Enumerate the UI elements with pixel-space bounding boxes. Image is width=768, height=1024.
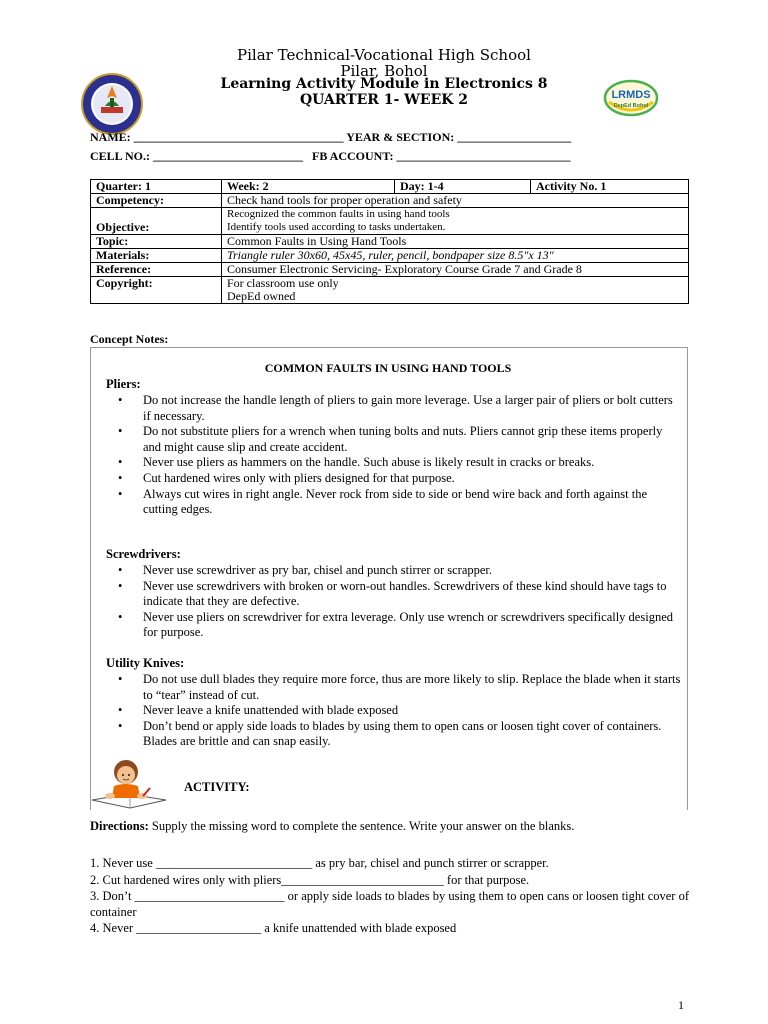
row-label: Topic: [91,235,222,249]
deped-seal-logo [80,72,144,136]
page-number: 1 [678,998,684,1012]
week-day-activity-cell [222,180,689,194]
row-value [222,277,689,304]
pliers-list [116,393,681,518]
quarter-cell: Quarter: 1 [91,180,222,194]
list-item: • Never use pliers on screwdriver for extra leverage. Only use wrench or screwdrivers specifically designed for purpose. [116,610,681,641]
copyright-line: For classroom use only [227,276,339,290]
list-item: • Do not increase the handle length of pliers to gain more leverage. Use a larger pair of pliers or bolt cutters if necessary. [116,393,681,424]
question-item[interactable]: 3. Don’t ________________________ or apply side loads to blades by using them to open cans or loosen tight cover of container [90,889,689,919]
list-item: • Do not substitute pliers for a wrench when tuning bolts and nuts. Pliers cannot grip these items properly and might cause slip and create accident. [116,424,681,455]
name-section-field[interactable]: NAME: ___________________________________ YEAR & SECTION: ___________________ [90,130,572,144]
table-row [91,277,689,304]
concept-notes-title: COMMON FAULTS IN USING HAND TOOLS [264,361,512,375]
svg-text:LRMDS: LRMDS [611,89,651,101]
quarter-week: QUARTER 1- WEEK 2 [299,92,469,108]
question-item[interactable]: 4. Never ____________________ a knife unattended with blade exposed [90,921,457,935]
week-cell: Week: 2 [222,180,395,193]
table-row [91,263,689,277]
concept-notes-label: Concept Notes: [90,332,169,346]
question-item[interactable]: 2. Cut hardened wires only with pliers__________________________ for that purpose. [90,873,530,887]
row-value: Common Faults in Using Hand Tools [222,235,689,249]
objective-line: Identify tools used according to tasks undertaken. [227,221,446,233]
row-label: Materials: [91,249,222,263]
copyright-line: DepEd owned [227,289,296,303]
table-row [91,194,689,208]
list-item: • Never use pliers as hammers on the handle. Such abuse is likely result in cracks or breaks. [116,455,681,471]
screwdrivers-list [116,563,681,641]
svg-text:DepEd Bohol: DepEd Bohol [613,103,649,109]
directions-text [90,819,690,835]
list-item: • Always cut wires in right angle. Never rock from side to side or bend wire back and forth against the cutting edges. [116,487,681,518]
table-row [91,235,689,249]
table-row [91,249,689,263]
section-heading: Pliers: [106,377,141,391]
section-heading: Utility Knives: [106,656,185,670]
directions-body: Supply the missing word to complete the sentence. Write your answer on the blanks. [148,819,575,833]
list-item: • Don’t bend or apply side loads to blades by using them to open cans or loosen tight cover of containers. Blades are brittle and can snap easily. [116,719,681,750]
row-label: Reference: [91,263,222,277]
row-label: Copyright: [91,277,222,304]
row-label: Competency: [91,194,222,208]
list-item: • Cut hardened wires only with pliers designed for that purpose. [116,471,681,487]
row-value [222,208,689,235]
section-heading: Screwdrivers: [106,547,181,561]
table-row [91,208,689,235]
list-item: • Never use screwdriver as pry bar, chisel and punch stirrer or scrapper. [116,563,681,579]
activity-heading: ACTIVITY: [184,780,250,794]
activity-no-cell: Activity No. 1 [536,179,607,193]
list-item: • Do not use dull blades they require more force, thus are more likely to slip. Replace the blade when it starts to “tear” instead of cut. [116,672,681,703]
row-label: Objective: [91,208,222,235]
lrmds-logo [603,78,659,118]
table-row [91,180,689,194]
school-location: Pilar, Bohol [340,62,428,80]
day-cell: Day: 1-4 [395,180,531,193]
list-item: • Never use screwdrivers with broken or worn-out handles. Screwdrivers of these kind should have tags to indicate that they are defective. [116,579,681,610]
question-item[interactable]: 1. Never use _________________________ as pry bar, chisel and punch stirrer or scrapper. [90,856,549,870]
student-writing-illustration [88,756,170,812]
module-info-table [90,179,689,304]
school-name: Pilar Technical-Vocational High School [237,46,531,64]
cell-fb-field[interactable]: CELL NO.: _________________________ FB ACCOUNT: _____________________________ [90,149,571,163]
directions-label: Directions: [90,819,149,833]
row-value: Consumer Electronic Servicing- Exploratory Course Grade 7 and Grade 8 [222,263,689,277]
utility-knives-list [116,672,681,750]
objective-line: Recognized the common faults in using hand tools [227,208,450,220]
row-value: Triangle ruler 30x60, 45x45, ruler, pencil, bondpaper size 8.5"x 13" [222,249,689,263]
row-value: Check hand tools for proper operation and safety [222,194,689,208]
module-title: Learning Activity Module in Electronics 8 [220,76,548,92]
list-item: • Never leave a knife unattended with blade exposed [116,703,681,719]
